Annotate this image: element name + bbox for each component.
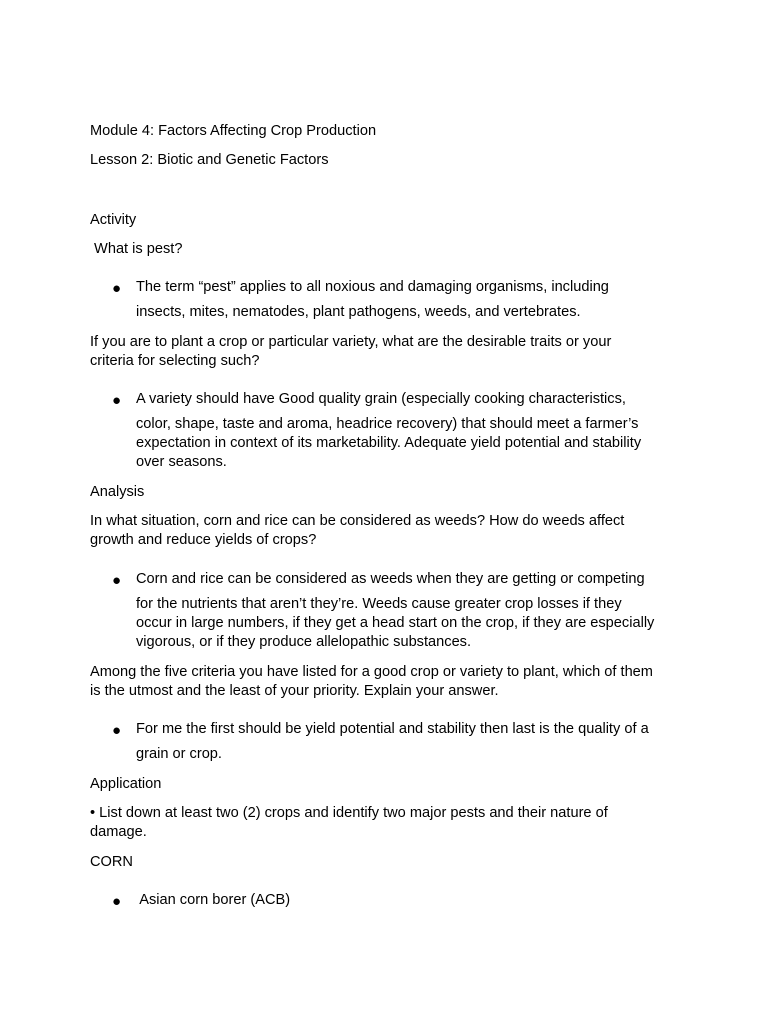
application-heading: Application xyxy=(90,776,162,792)
activity-answer-1-line-1: The term “pest” applies to all noxious and damaging organisms, including xyxy=(136,279,609,295)
lesson-title: Lesson 2: Biotic and Genetic Factors xyxy=(90,152,329,168)
analysis-answer-1-line-3: occur in large numbers, if they get a head start on the crop, if they are especially xyxy=(136,615,655,631)
bullet-icon: ● xyxy=(112,893,122,910)
application-instruction-line-2: damage. xyxy=(90,824,147,840)
analysis-answer-1-line-2: for the nutrients that aren’t they’re. Weeds cause greater crop losses if they xyxy=(136,596,622,612)
bullet-icon: ● xyxy=(112,392,122,409)
activity-question-2-line-1: If you are to plant a crop or particular variety, what are the desirable traits or your xyxy=(90,334,612,350)
activity-heading: Activity xyxy=(90,212,137,228)
bullet-icon: ● xyxy=(112,722,122,739)
analysis-answer-2-line-1: For me the first should be yield potential and stability then last is the quality of a xyxy=(136,721,649,737)
analysis-answer-1-line-1: Corn and rice can be considered as weeds when they are getting or competing xyxy=(136,571,645,587)
activity-answer-2-line-3: expectation in context of its marketability. Adequate yield potential and stability xyxy=(136,435,642,451)
bullet-icon: ● xyxy=(112,572,122,589)
analysis-question-2-line-1: Among the five criteria you have listed for a good crop or variety to plant, which of them xyxy=(90,664,653,680)
analysis-question-1-line-1: In what situation, corn and rice can be considered as weeds? How do weeds affect xyxy=(90,513,625,529)
analysis-question-2-line-2: is the utmost and the least of your priority. Explain your answer. xyxy=(90,683,499,699)
analysis-heading: Analysis xyxy=(90,484,145,500)
corn-pest-1: Asian corn borer (ACB) xyxy=(136,892,291,908)
activity-question-2-line-2: criteria for selecting such? xyxy=(90,353,260,369)
analysis-question-1-line-2: growth and reduce yields of crops? xyxy=(90,532,317,548)
bullet-icon: ● xyxy=(112,280,122,297)
module-title: Module 4: Factors Affecting Crop Production xyxy=(90,123,377,139)
activity-question-1: What is pest? xyxy=(90,241,183,257)
activity-answer-2-line-4: over seasons. xyxy=(136,454,227,470)
activity-answer-1-line-2: insects, mites, nematodes, plant pathogens, weeds, and vertebrates. xyxy=(136,304,581,320)
activity-answer-2-line-1: A variety should have Good quality grain (especially cooking characteristics, xyxy=(136,391,626,407)
activity-answer-2-line-2: color, shape, taste and aroma, headrice recovery) that should meet a farmer’s xyxy=(136,416,639,432)
analysis-answer-2-line-2: grain or crop. xyxy=(136,746,222,762)
analysis-answer-1-line-4: vigorous, or if they produce allelopathic substances. xyxy=(136,634,472,650)
application-instruction-line-1: • List down at least two (2) crops and identify two major pests and their nature of xyxy=(90,805,608,821)
crop-heading-corn: CORN xyxy=(90,854,133,870)
